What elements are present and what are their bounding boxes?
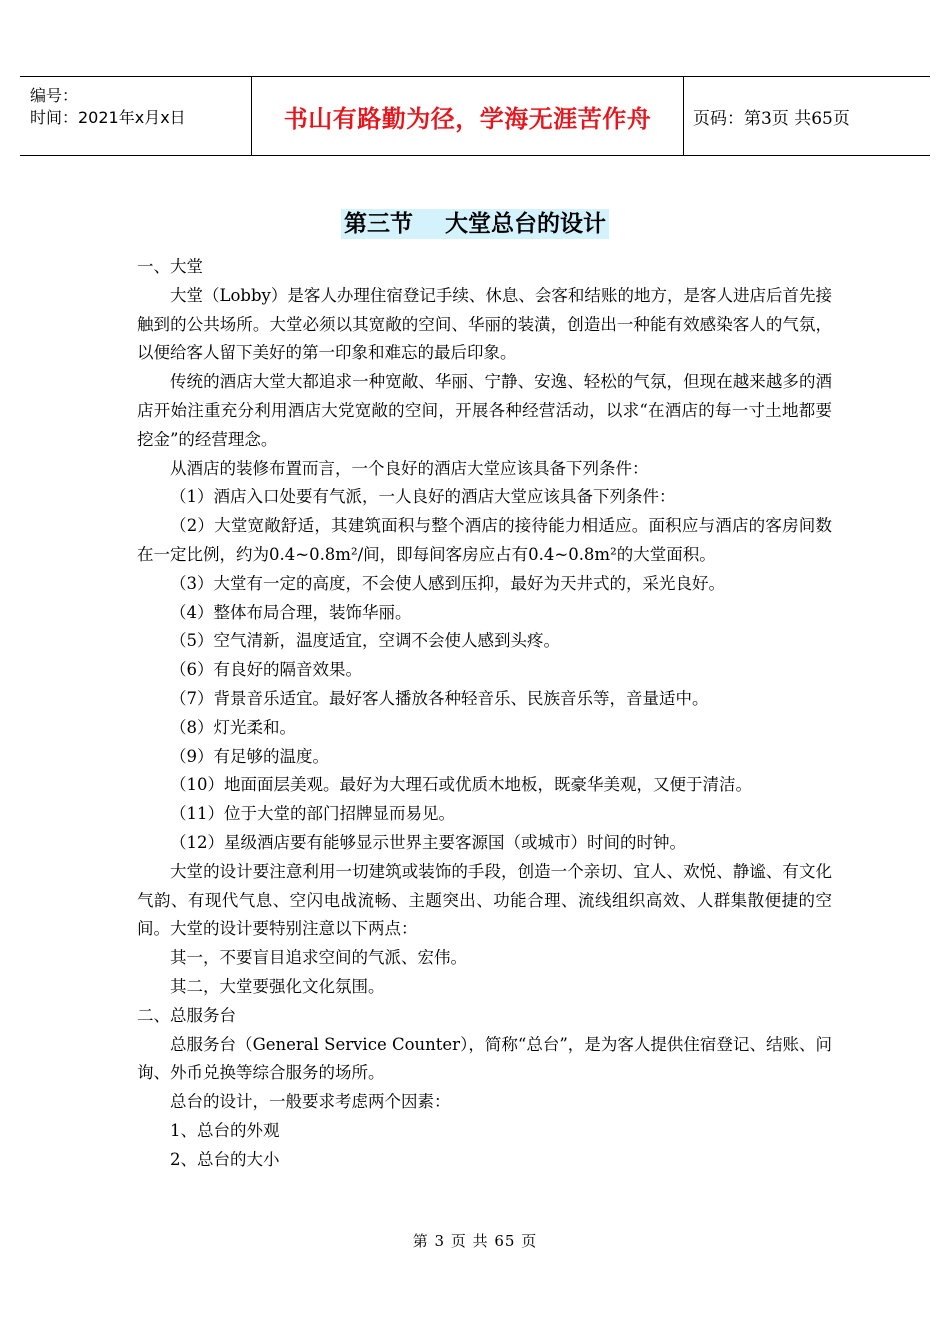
list-item: （3）大堂有一定的高度，不会使人感到压抑，最好为天井式的，采光良好。 (170, 573, 725, 593)
list-item: （12）星级酒店要有能够显示世界主要客源国（或城市）时间的时钟。 (170, 832, 686, 852)
list-item: （8）灯光柔和。 (170, 717, 296, 737)
paragraph: 大堂（Lobby）是客人办理住宿登记手续、休息、会客和结账的地方，是客人进店后首先接触到的公共场所。大堂必须以其宽敞的空间、华丽的装潢，创造出一种能有效感染客人的气氛，以便给客人留下美好的第一印象和难忘的最后印象。 (137, 285, 832, 363)
header-page-info: 页码：第3页 共65页 (693, 109, 850, 129)
header-motto-cell (252, 77, 684, 156)
list-item: （7）背景音乐适宜。最好客人播放各种轻音乐、民族音乐等，音量适中。 (170, 688, 709, 708)
list-item: （11）位于大堂的部门招牌显而易见。 (170, 804, 455, 824)
paragraph: 大堂的设计要注意利用一切建筑或装饰的手段，创造一个亲切、宜人、欢悦、静谧、有文化气韵、有现代气息、空闪电战流畅、主题突出、功能合理、流线组织高效、人群集散便捷的空间。大堂的设计要特别注意以下两点： (137, 861, 832, 939)
list-item: （9）有足够的温度。 (170, 746, 329, 766)
list-item: 2、总台的大小 (170, 1149, 280, 1169)
page-footer: 第 3 页 共 65 页 (412, 1232, 538, 1250)
list-item: （6）有良好的隔音效果。 (170, 660, 362, 680)
section-title-wrap (0, 205, 950, 238)
section-title: 第三节 大堂总台的设计 (341, 209, 609, 239)
list-item: （4）整体布局合理，装饰华丽。 (170, 602, 412, 622)
paragraph: 其一，不要盲目追求空间的气派、宏伟。 (170, 948, 467, 968)
paragraph: 其二，大堂要强化文化氛围。 (170, 976, 385, 996)
heading-front-desk: 二、总服务台 (137, 1005, 236, 1025)
motto: 书山有路勤为径，学海无涯苦作舟 (283, 105, 652, 133)
page-header (20, 76, 930, 156)
paragraph: 总服务台（General Service Counter），简称“总台”，是为客人提供住宿登记、结账、问询、外币兑换等综合服务的场所。 (137, 1034, 832, 1083)
paragraph: 总台的设计，一般要求考虑两个因素： (170, 1092, 451, 1112)
header-meta (20, 77, 252, 156)
paragraph: 传统的酒店大堂大都追求一种宽敞、华丽、宁静、安逸、轻松的气氛，但现在越来越多的酒店开始注重充分利用酒店大党宽敞的空间，开展各种经营活动，以求“在酒店的每一寸土地都要挖金”的经营理念。 (137, 372, 832, 449)
paragraph: 从酒店的装修布置而言，一个良好的酒店大堂应该具备下列条件： (170, 458, 649, 478)
heading-lobby: 一、大堂 (137, 257, 203, 276)
list-item: （5）空气清新，温度适宜，空调不会使人感到头疼。 (170, 631, 560, 651)
document-number: 编号： (30, 86, 79, 105)
document-time: 时间：2021年x月x日 (30, 108, 186, 127)
list-item: （10）地面面层美观。最好为大理石或优质木地板，既豪华美观，又便于清洁。 (170, 775, 752, 795)
list-item: （2）大堂宽敞舒适，其建筑面积与整个酒店的接待能力相适应。面积应与酒店的客房间数在一定比例，约为0.4~0.8m²/间，即每间客房应占有0.4~0.8m²的大堂面积。 (137, 516, 832, 564)
document-body (137, 253, 832, 1175)
list-item: （1）酒店入口处要有气派，一人良好的酒店大堂应该具备下列条件： (170, 487, 676, 507)
list-item: 1、总台的外观 (170, 1120, 280, 1140)
